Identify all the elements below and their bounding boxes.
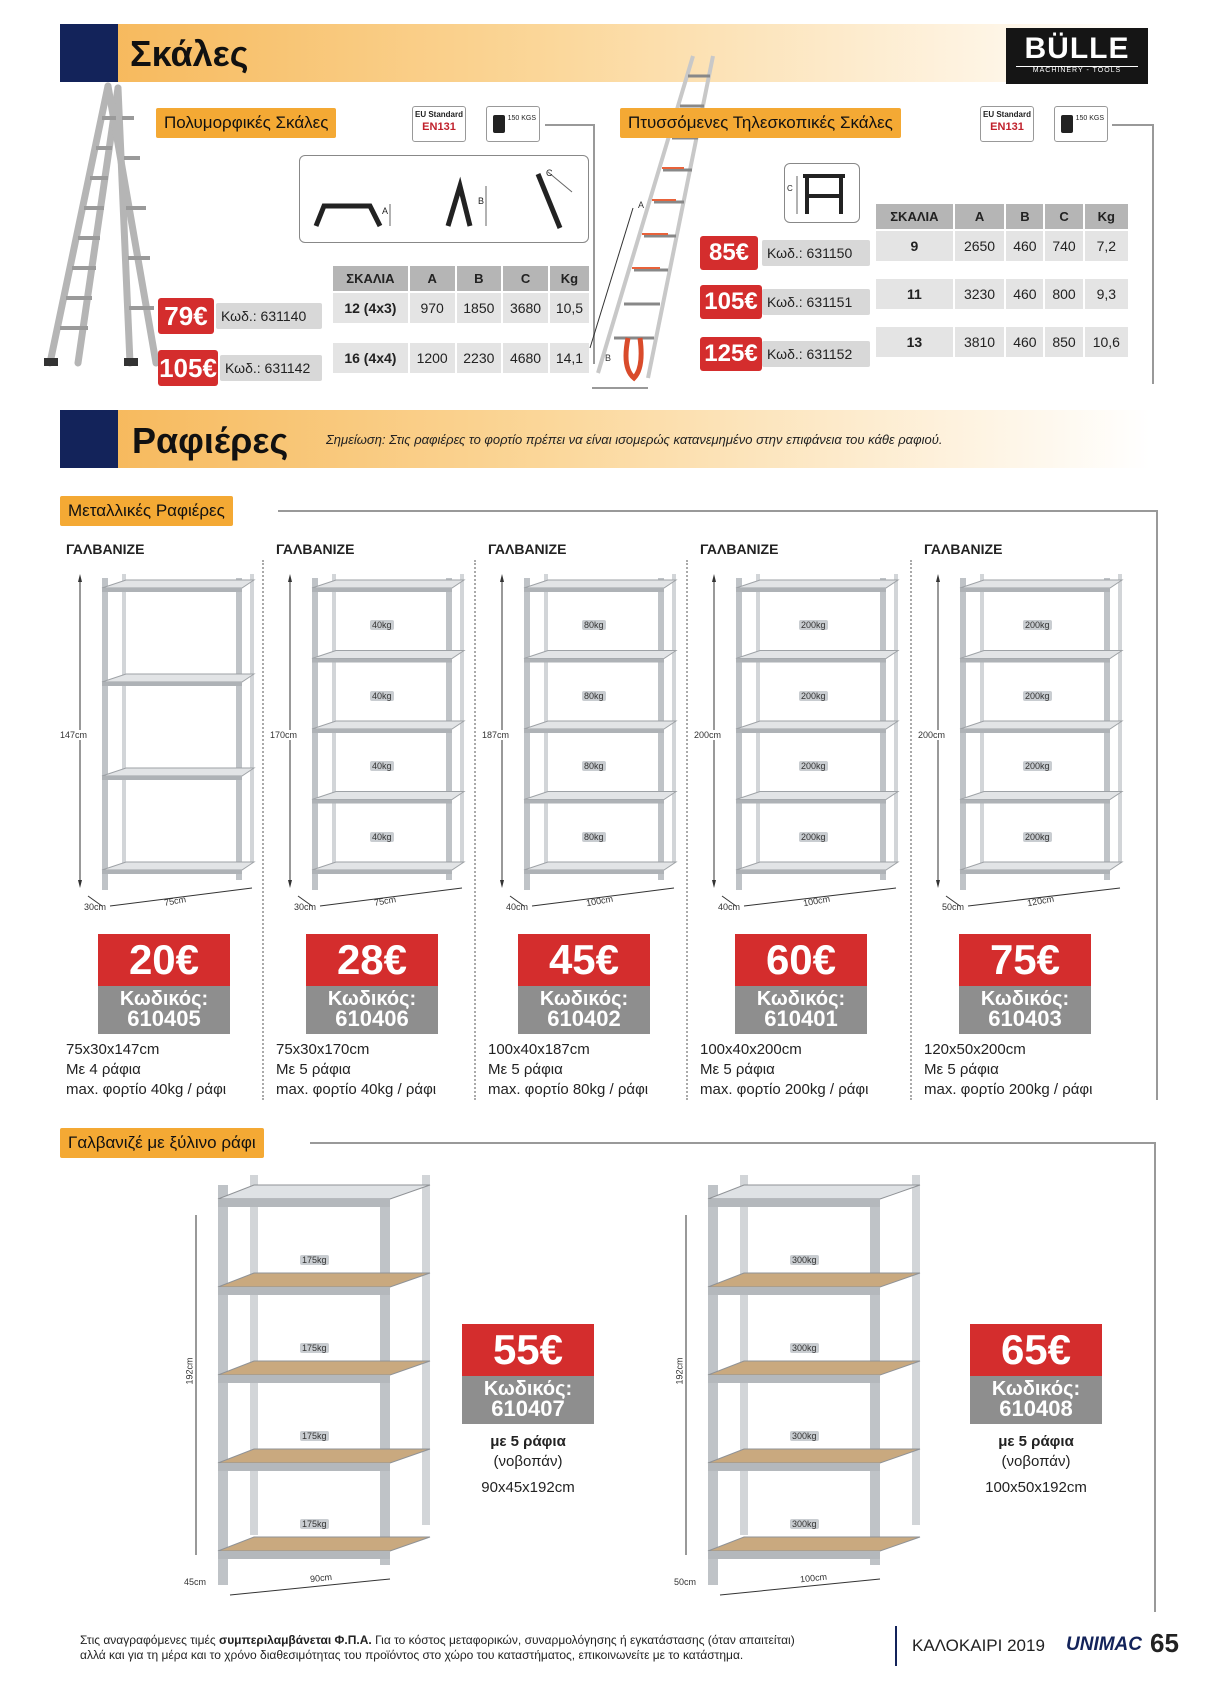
shelf-load-tag: 80kg: [584, 761, 604, 771]
height-dimension: 170cm: [270, 730, 298, 740]
product-shelves: Με 4 ράφια: [66, 1061, 141, 1078]
eu-standard-badge: EU Standard EN131: [412, 106, 466, 142]
wood-shelf-unit-image: [190, 1175, 450, 1605]
load-150kgs-badge: 150 KGS: [1054, 106, 1108, 142]
col-c: C: [503, 266, 548, 291]
price: 28€: [306, 934, 438, 986]
eu-standard-badge: EU Standard EN131: [980, 106, 1034, 142]
height-dimension: 200cm: [918, 730, 946, 740]
product-size: 100x40x187cm: [488, 1041, 590, 1058]
product-shelves: Με 5 ράφια: [276, 1061, 351, 1078]
shelf-load-tag: 200kg: [1025, 761, 1050, 771]
galvanized-label: ΓΑΛΒΑΝΙΖΕ: [924, 541, 1003, 557]
table-row: 12 (4x3) 970 1850 3680 10,5: [333, 293, 589, 323]
column-divider: [474, 560, 476, 1100]
code-631140: Κωδ.: 631140: [216, 303, 322, 329]
price-631150: 85€: [700, 236, 758, 270]
price: 60€: [735, 934, 867, 986]
height-dimension: 187cm: [482, 730, 510, 740]
height-dimension: 192cm: [674, 1357, 685, 1385]
shelf-load-tag: 175kg: [302, 1519, 327, 1529]
product-shelves: με 5 ράφια: [490, 1433, 566, 1450]
depth-dimension: 50cm: [942, 902, 965, 912]
shelf-load-tag: 40kg: [372, 620, 392, 630]
shelf-load-tag: 200kg: [801, 620, 826, 630]
unimac-logo: UNIMAC: [1066, 1634, 1142, 1655]
price-631151: 105€: [700, 285, 762, 319]
price-box: [959, 934, 1091, 1034]
footer-vat-note: Στις αναγραφόμενες τιμές συμπεριλαμβάνεται Φ.Π.Α. Για το κόστος μεταφορικών, συναρμολόγησης ή εγκατάστασης (όταν απαιτείται) αλλά και για τη μέρα και το χρόνο διαθεσιμότητας του προϊόντος στο χώρο του καταστήματος, επικοινωνείτε με το κατάστημα.: [80, 1633, 795, 1662]
column-divider: [262, 560, 264, 1100]
telescopic-ladders-label: Πτυσσόμενες Τηλεσκοπικές Σκάλες: [620, 108, 901, 138]
depth-dimension: 40cm: [718, 902, 741, 912]
shelves-note: Σημείωση: Στις ραφιέρες το φορτίο πρέπει να είναι ισομερώς κατανεμημένο στην επιφάνεια του κάθε ραφιού.: [326, 432, 943, 447]
product-material: (νοβοπάν): [493, 1453, 563, 1470]
table-row: 9 2650 460 740 7,2: [876, 231, 1128, 261]
shelf-load-tag: 200kg: [801, 690, 826, 701]
product-code: Κωδικός: 610403: [959, 986, 1091, 1034]
width-dimension: 75cm: [373, 894, 397, 908]
shelves-header-block: [60, 410, 118, 468]
shelf-load-tag: 80kg: [584, 831, 604, 842]
telescopic-ladders-spec-table: ΣΚΑΛΙΑ A B C Kg 9 2650 460 740 7,2 11 3230 460 800 9,3 13 3810 460 850 10,6: [874, 202, 1130, 359]
footer-divider: [895, 1626, 897, 1666]
page-number: 65: [1150, 1628, 1179, 1658]
price-box: [735, 934, 867, 1034]
product-description: [66, 1040, 266, 1100]
price: 45€: [518, 934, 650, 986]
product-shelves: Με 5 ράφια: [924, 1061, 999, 1078]
shelf-load-tag: 200kg: [801, 831, 826, 842]
height-dimension: 147cm: [60, 730, 88, 740]
price-box: [98, 934, 230, 1034]
multi-ladders-label: Πολυμορφικές Σκάλες: [156, 108, 336, 138]
column-divider: [686, 560, 688, 1100]
table-row: 16 (4x4) 1200 2230 4680 14,1: [333, 343, 589, 373]
shelf-load-tag: 80kg: [584, 690, 604, 701]
product-code: Κωδικός: 610401: [735, 986, 867, 1034]
width-dimension: 100cm: [802, 893, 831, 909]
galvanized-label: ΓΑΛΒΑΝΙΖΕ: [276, 541, 355, 557]
price: 65€: [970, 1324, 1102, 1376]
shelf-load-tag: 80kg: [584, 620, 604, 630]
product-description: [488, 1040, 688, 1100]
ladders-header-block: [60, 24, 118, 82]
depth-dimension: 30cm: [294, 902, 317, 912]
product-load: max. φορτίο 40kg / ράφι: [66, 1081, 227, 1098]
product-material: (νοβοπάν): [1001, 1453, 1071, 1470]
shelf-load-tag: 200kg: [801, 761, 826, 771]
product-code: Κωδικός: 610407: [462, 1376, 594, 1424]
price-box: [970, 1324, 1102, 1424]
product-size: 75x30x170cm: [276, 1041, 370, 1058]
dim-b-label: B: [605, 353, 612, 363]
shelf-load-tag: 175kg: [302, 1255, 327, 1265]
product-description: [462, 1432, 594, 1498]
price-631140: 79€: [158, 298, 214, 334]
metal-shelves-label: Μεταλλικές Ραφιέρες: [60, 496, 233, 526]
product-description: [970, 1432, 1102, 1498]
galvanized-label: ΓΑΛΒΑΝΙΖΕ: [700, 541, 779, 557]
width-dimension: 100cm: [799, 1571, 828, 1585]
product-code: Κωδικός: 610405: [98, 986, 230, 1034]
depth-dimension: 50cm: [674, 1577, 697, 1587]
depth-dimension: 30cm: [84, 902, 107, 912]
col-kg: Kg: [550, 266, 589, 291]
price: 55€: [462, 1324, 594, 1376]
configuration-diagram: A B C: [299, 155, 589, 243]
product-load: max. φορτίο 200kg / ράφι: [700, 1081, 869, 1098]
col-b: B: [457, 266, 502, 291]
price-box: [518, 934, 650, 1034]
product-description: [924, 1040, 1134, 1100]
multi-ladders-spec-table: [331, 264, 591, 375]
shelf-load-tag: 300kg: [792, 1343, 817, 1353]
product-shelves: με 5 ράφια: [998, 1433, 1074, 1450]
column-divider: [910, 560, 912, 1100]
product-size: 100x50x192cm: [985, 1479, 1087, 1496]
shelf-load-tag: 200kg: [1025, 620, 1050, 630]
shelf-load-tag: 200kg: [1025, 690, 1050, 701]
product-code: Κωδικός: 610408: [970, 1376, 1102, 1424]
product-size: 120x50x200cm: [924, 1041, 1026, 1058]
width-dimension: 75cm: [163, 894, 187, 908]
galvanized-label: ΓΑΛΒΑΝΙΖΕ: [488, 541, 567, 557]
shelf-load-tag: 175kg: [302, 1343, 327, 1353]
product-description: [700, 1040, 910, 1100]
multi-ladder-image: [38, 78, 168, 378]
width-dimension: 90cm: [309, 1571, 333, 1585]
bulle-logo: BÜLLE MACHINERY - TOOLS: [1006, 28, 1148, 84]
product-description: [276, 1040, 476, 1100]
height-dimension: 192cm: [184, 1357, 195, 1385]
shelf-load-tag: 175kg: [302, 1431, 327, 1441]
product-shelves: Με 5 ράφια: [700, 1061, 775, 1078]
product-code: Κωδικός: 610402: [518, 986, 650, 1034]
col-a: A: [410, 266, 455, 291]
shelf-load-tag: 300kg: [792, 1255, 817, 1265]
price-box: [462, 1324, 594, 1424]
table-row: 13 3810 460 850 10,6: [876, 327, 1128, 357]
footer-season: ΚΑΛΟΚΑΙΡΙ 2019: [912, 1636, 1045, 1655]
depth-dimension: 45cm: [184, 1577, 207, 1587]
code-631151: Κωδ.: 631151: [762, 289, 870, 315]
dim-a-label: A: [638, 200, 645, 210]
code-631142: Κωδ.: 631142: [220, 355, 322, 381]
shelf-load-tag: 40kg: [372, 690, 392, 701]
table-row: 11 3230 460 800 9,3: [876, 279, 1128, 309]
height-dimension: 200cm: [694, 730, 722, 740]
price: 20€: [98, 934, 230, 986]
shelves-title: Ραφιέρες: [132, 420, 289, 461]
depth-dimension: 40cm: [506, 902, 529, 912]
product-load: max. φορτίο 200kg / ράφι: [924, 1081, 1093, 1098]
width-dimension: 100cm: [585, 893, 614, 909]
product-code: Κωδικός: 610406: [306, 986, 438, 1034]
price: 75€: [959, 934, 1091, 986]
product-shelves: Με 5 ράφια: [488, 1061, 563, 1078]
stool-diagram: C: [784, 163, 860, 223]
wood-shelves-label: Γαλβανιζέ με ξύλινο ράφι: [60, 1128, 264, 1158]
product-load: max. φορτίο 40kg / ράφι: [276, 1081, 437, 1098]
product-size: 100x40x200cm: [700, 1041, 802, 1058]
shelf-unit-image: [62, 570, 262, 922]
price-631142: 105€: [158, 350, 218, 386]
product-size: 90x45x192cm: [481, 1479, 575, 1496]
load-150kgs-badge: 150 KGS: [486, 106, 540, 142]
shelf-load-tag: 200kg: [1025, 831, 1050, 842]
ladders-title: Σκάλες: [130, 33, 249, 74]
galvanized-label: ΓΑΛΒΑΝΙΖΕ: [66, 541, 145, 557]
price-box: [306, 934, 438, 1034]
product-load: max. φορτίο 80kg / ράφι: [488, 1081, 649, 1098]
wood-shelf-unit-image: [680, 1175, 940, 1605]
width-dimension: 120cm: [1026, 893, 1055, 909]
shelf-load-tag: 40kg: [372, 761, 392, 771]
code-631150: Κωδ.: 631150: [762, 240, 870, 266]
product-size: 75x30x147cm: [66, 1041, 160, 1058]
price-631152: 125€: [700, 337, 762, 371]
shelf-load-tag: 40kg: [372, 831, 392, 842]
shelf-load-tag: 300kg: [792, 1519, 817, 1529]
col-steps: ΣΚΑΛΙΑ: [333, 266, 408, 291]
shelf-load-tag: 300kg: [792, 1431, 817, 1441]
code-631152: Κωδ.: 631152: [762, 341, 870, 367]
